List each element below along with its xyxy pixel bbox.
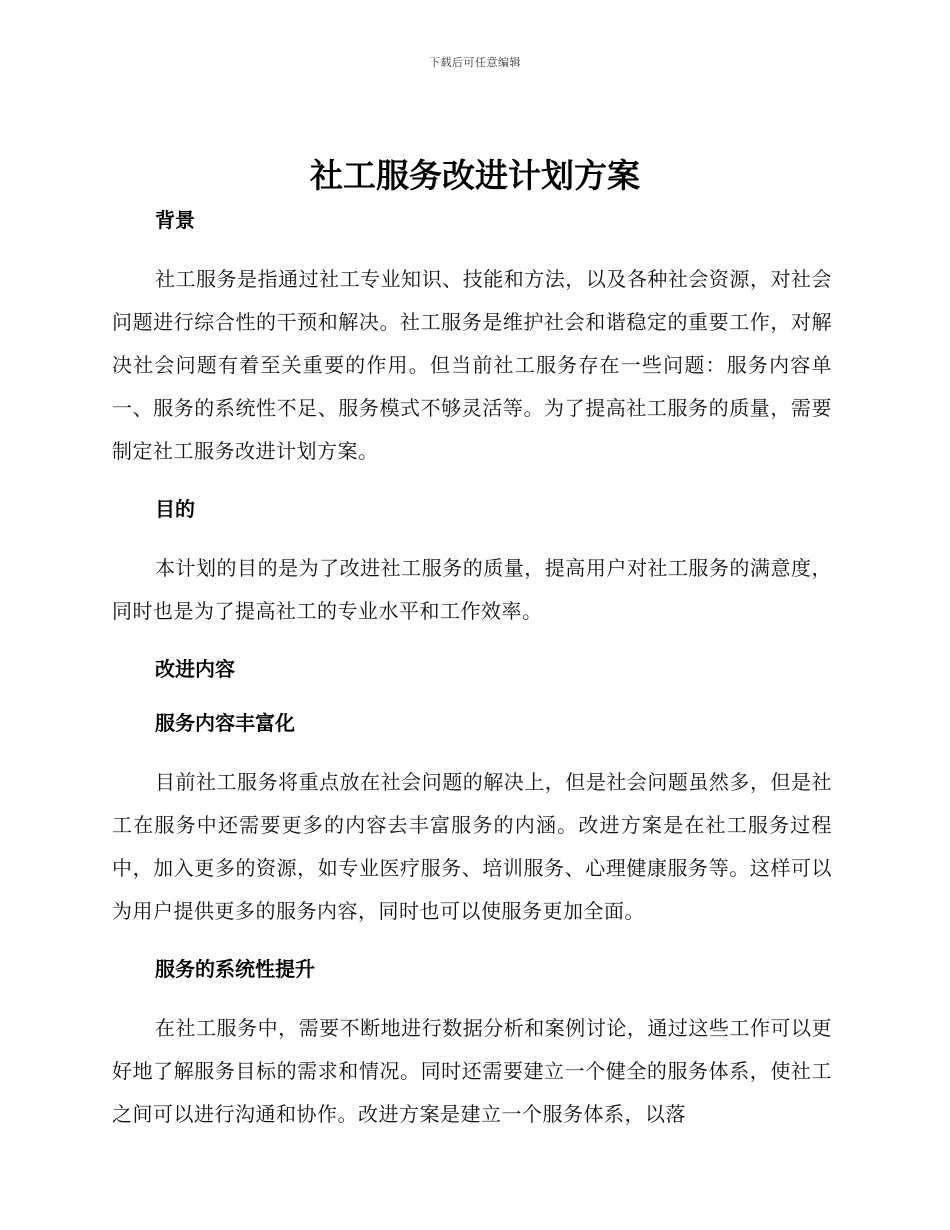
section-heading-systematic: 服务的系统性提升 (155, 957, 315, 981)
section-heading-background: 背景 (155, 208, 195, 232)
paragraph-systematic: 在社工服务中，需要不断地进行数据分析和案例讨论，通过这些工作可以更好地了解服务目标的需求和情况。同时还需要建立一个健全的服务体系，使社工之间可以进行沟通和协作。改进方案是建立一个服务体系，以落 (112, 1016, 832, 1126)
paragraph-purpose: 本计划的目的是为了改进社工服务的质量，提高用户对社工服务的满意度，同时也是为了提高社工的专业水平和工作效率。 (112, 556, 832, 623)
section-heading-purpose: 目的 (155, 497, 195, 521)
document-title: 社工服务改进计划方案 (310, 156, 640, 195)
document-body (112, 204, 832, 1136)
paragraph-enrich-content: 目前社工服务将重点放在社会问题的解决上，但是社会问题虽然多，但是社工在服务中还需要更多的内容去丰富服务的内涵。改进方案是在社工服务过程中，加入更多的资源，如专业医疗服务、培训服务、心理健康服务等。这样可以为用户提供更多的服务内容，同时也可以使服务更加全面。 (112, 770, 832, 923)
header-note: 下载后可任意编辑 (429, 56, 521, 69)
paragraph-background: 社工服务是指通过社工专业知识、技能和方法，以及各种社会资源，对社会问题进行综合性的干预和解决。社工服务是维护社会和谐稳定的重要工作，对解决社会问题有着至关重要的作用。但当前社工服务存在一些问题：服务内容单一、服务的系统性不足、服务模式不够灵活等。为了提高社工服务的质量，需要制定社工服务改进计划方案。 (112, 267, 832, 463)
section-heading-enrich-content: 服务内容丰富化 (155, 711, 295, 735)
section-heading-improvements: 改进内容 (155, 657, 235, 681)
